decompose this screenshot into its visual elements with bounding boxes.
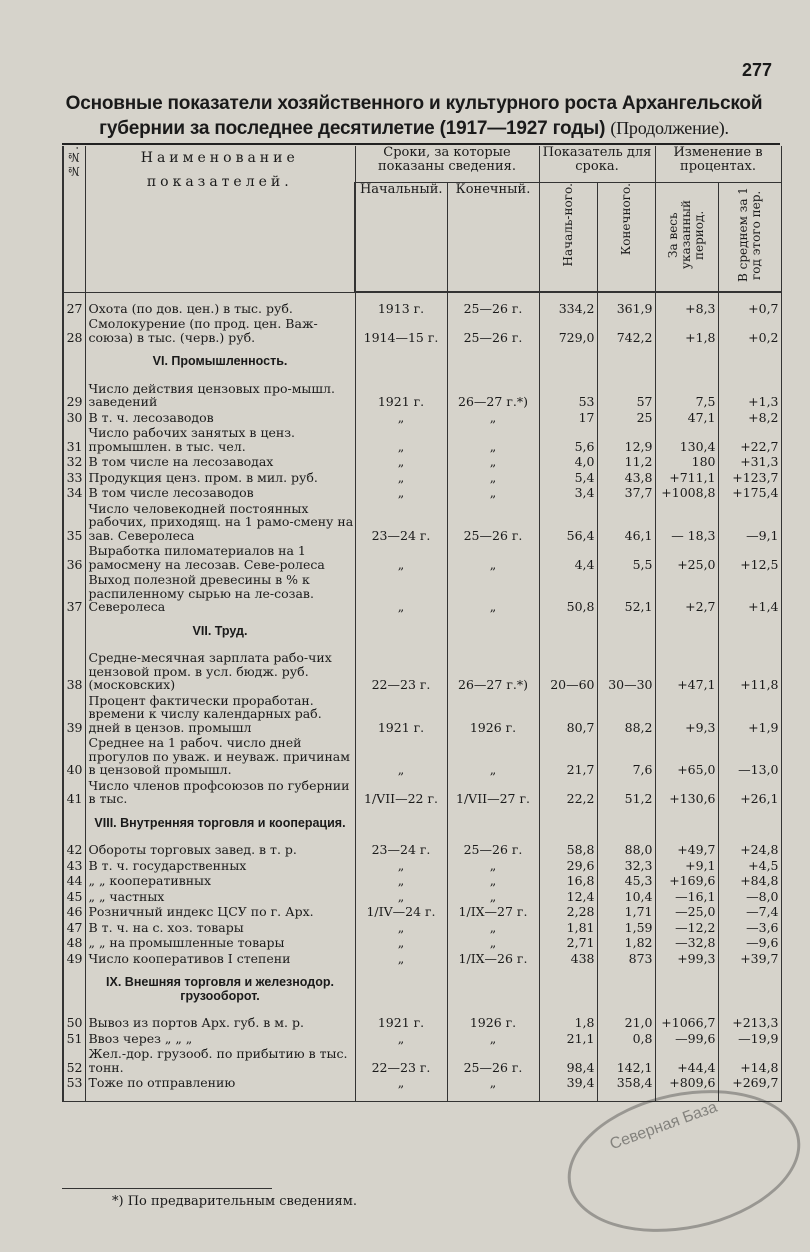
row-end: „ [447,858,539,874]
row-change-avg: +1,9 [718,693,781,736]
statistics-table [62,146,782,1102]
row-change-total: 47,1 [655,410,718,426]
row-change-avg: +14,8 [718,1046,781,1075]
row-end: 25—26 г. [447,501,539,544]
row-end: „ [447,485,539,501]
row-start: „ [355,935,447,951]
row-change-total: +1008,8 [655,485,718,501]
table-cell [355,345,447,381]
row-change-total: —32,8 [655,935,718,951]
header-indicator-group: Показатель для срока. [539,146,655,183]
table-cell [63,345,85,381]
row-change-avg: +0,7 [718,301,781,317]
row-end: „ [447,873,539,889]
table-row [63,1015,781,1031]
row-value-initial: 20—60 [539,650,597,693]
table-cell [597,966,655,1015]
row-value-final: 30—30 [597,650,655,693]
row-value-initial: 2,71 [539,935,597,951]
row-change-total: +9,3 [655,693,718,736]
row-number: 52 [63,1046,85,1075]
table-row [63,951,781,967]
header-ind-initial: Началь-ного. [539,183,597,293]
row-change-total: +8,3 [655,301,718,317]
table-cell [63,966,85,1015]
header-final: Конечный. [447,183,539,293]
row-name: Продукция ценз. пром. в мил. руб. [85,470,355,486]
section-row [63,807,781,843]
page-title [40,92,788,141]
row-change-avg: +12,5 [718,543,781,572]
row-value-final: 46,1 [597,501,655,544]
row-end: „ [447,425,539,454]
table-cell [539,807,597,843]
section-title: VIII. Внутренняя торговля и кооперация. [85,807,355,843]
row-start: 1/VII—22 г. [355,778,447,807]
row-value-initial: 98,4 [539,1046,597,1075]
row-end: 25—26 г. [447,316,539,345]
row-change-avg: +39,7 [718,951,781,967]
table-row [63,920,781,936]
section-row [63,966,781,1015]
title-continuation: (Продолжение). [610,118,729,138]
table-cell [63,807,85,843]
row-start: „ [355,543,447,572]
row-start: „ [355,920,447,936]
row-change-avg: —9,1 [718,501,781,544]
row-value-final: 88,0 [597,842,655,858]
row-value-initial: 21,1 [539,1031,597,1047]
table-row [63,454,781,470]
row-name: „ „ кооперативных [85,873,355,889]
row-end: „ [447,454,539,470]
table-cell [655,966,718,1015]
row-number: 38 [63,650,85,693]
row-end: 26—27 г.*) [447,381,539,410]
section-row [63,615,781,651]
table-cell [655,807,718,843]
row-start: „ [355,1075,447,1091]
table-cell [447,807,539,843]
row-change-avg: +26,1 [718,778,781,807]
row-change-total: +9,1 [655,858,718,874]
header-ind-final: Конечного. [597,183,655,293]
title-main: Основные показатели хозяйственного и культурного роста Архангельской губернии за последнее десятилетие (1917—1927 годы) [65,93,763,139]
table-cell [539,615,597,651]
section-title: VI. Промышленность. [85,345,355,381]
row-value-initial: 16,8 [539,873,597,889]
row-change-avg: +4,5 [718,858,781,874]
row-start: „ [355,470,447,486]
row-start: „ [355,889,447,905]
row-change-avg: —9,6 [718,935,781,951]
row-number: 27 [63,301,85,317]
row-change-avg: +1,4 [718,572,781,615]
row-change-total: —99,6 [655,1031,718,1047]
row-name: Тоже по отправлению [85,1075,355,1091]
row-name: Выход полезной древесины в % к распиленному сырью на ле-созав. Северолеса [85,572,355,615]
row-end: „ [447,889,539,905]
table-body [63,292,781,1101]
table-cell [539,966,597,1015]
row-number: 41 [63,778,85,807]
section-title: IX. Внешняя торговля и железнодор. грузооборот. [85,966,355,1015]
row-value-final: 361,9 [597,301,655,317]
row-number: 39 [63,693,85,736]
row-name: Число рабочих занятых в ценз. промышлен. в тыс. чел. [85,425,355,454]
row-value-initial: 334,2 [539,301,597,317]
row-change-avg: +31,3 [718,454,781,470]
row-name: Число человекодней постоянных рабочих, приходящ. на 1 рамо-смену на зав. Северолеса [85,501,355,544]
row-name: Вывоз из портов Арх. губ. в м. р. [85,1015,355,1031]
table-cell [718,615,781,651]
table-cell [597,345,655,381]
row-value-initial: 5,4 [539,470,597,486]
row-change-total: — 18,3 [655,501,718,544]
row-value-initial: 80,7 [539,693,597,736]
row-start: 1921 г. [355,1015,447,1031]
table-row [63,873,781,889]
row-end: „ [447,572,539,615]
table-cell [718,807,781,843]
row-change-total: +2,7 [655,572,718,615]
table-row [63,572,781,615]
row-change-total: +130,6 [655,778,718,807]
row-start: „ [355,485,447,501]
row-start: „ [355,410,447,426]
row-change-total: 7,5 [655,381,718,410]
table-cell [597,615,655,651]
row-end: 26—27 г.*) [447,650,539,693]
header-change-avg: В среднем за 1 год этого пер. [718,183,781,293]
row-change-total: +711,1 [655,470,718,486]
row-change-avg: —7,4 [718,904,781,920]
row-start: 23—24 г. [355,501,447,544]
row-value-final: 10,4 [597,889,655,905]
table-row [63,842,781,858]
row-name: „ „ частных [85,889,355,905]
row-start: 1/IV—24 г. [355,904,447,920]
table-row [63,485,781,501]
row-name: Обороты торговых завед. в т. р. [85,842,355,858]
row-value-final: 21,0 [597,1015,655,1031]
row-end: 1926 г. [447,693,539,736]
row-value-initial: 12,4 [539,889,597,905]
row-value-final: 88,2 [597,693,655,736]
row-start: 1913 г. [355,301,447,317]
row-value-initial: 5,6 [539,425,597,454]
table-row [63,693,781,736]
row-name: В т. ч. государственных [85,858,355,874]
row-number: 48 [63,935,85,951]
table-cell [447,345,539,381]
row-change-total: —16,1 [655,889,718,905]
row-change-avg: +1,3 [718,381,781,410]
header-terms-group: Сроки, за которые показаны сведения. [355,146,539,183]
table-row [63,1075,781,1091]
table-row [63,425,781,454]
row-value-initial: 22,2 [539,778,597,807]
row-end: „ [447,410,539,426]
row-change-avg: +22,7 [718,425,781,454]
row-name: В т. ч. лесозаводов [85,410,355,426]
row-name: Средне-месячная зарплата рабо-чих цензовой пром. в усл. бюдж. руб. (московских) [85,650,355,693]
row-value-initial: 1,8 [539,1015,597,1031]
table-row [63,935,781,951]
row-change-avg: +24,8 [718,842,781,858]
table-cell [355,966,447,1015]
table-row [63,889,781,905]
table-cell [355,615,447,651]
row-value-final: 51,2 [597,778,655,807]
row-end: „ [447,470,539,486]
row-value-initial: 58,8 [539,842,597,858]
row-value-final: 742,2 [597,316,655,345]
row-name: „ „ на промышленные товары [85,935,355,951]
table-row [63,1046,781,1075]
row-name: Среднее на 1 рабоч. число дней прогулов по уваж. и неуваж. причинам в цензовой промышл. [85,735,355,778]
row-end: „ [447,935,539,951]
row-start: 22—23 г. [355,1046,447,1075]
row-value-final: 25 [597,410,655,426]
row-value-final: 1,82 [597,935,655,951]
row-number: 53 [63,1075,85,1091]
row-end: „ [447,1075,539,1091]
row-start: „ [355,951,447,967]
table-row [63,778,781,807]
table-cell [655,345,718,381]
table-cell [63,615,85,651]
row-number: 33 [63,470,85,486]
row-number: 45 [63,889,85,905]
row-change-avg: +84,8 [718,873,781,889]
row-change-total: +47,1 [655,650,718,693]
row-value-initial: 17 [539,410,597,426]
row-start: 22—23 г. [355,650,447,693]
row-change-total: +44,4 [655,1046,718,1075]
row-number: 29 [63,381,85,410]
row-start: „ [355,858,447,874]
row-number: 31 [63,425,85,454]
row-start: „ [355,572,447,615]
table-row [63,501,781,544]
row-value-final: 52,1 [597,572,655,615]
row-end: 25—26 г. [447,301,539,317]
row-value-initial: 1,81 [539,920,597,936]
row-number: 42 [63,842,85,858]
row-end: „ [447,1031,539,1047]
row-name: Жел.-дор. грузооб. по прибытию в тыс. тонн. [85,1046,355,1075]
row-change-avg: +11,8 [718,650,781,693]
row-value-final: 43,8 [597,470,655,486]
row-value-initial: 4,0 [539,454,597,470]
row-number: 46 [63,904,85,920]
row-number: 47 [63,920,85,936]
footnote: *) По предварительным сведениям. [112,1194,357,1209]
header-name: Наименование показателей. [85,146,355,292]
footnote-rule [62,1188,272,1189]
row-change-avg: +8,2 [718,410,781,426]
row-number: 32 [63,454,85,470]
row-change-total: +25,0 [655,543,718,572]
row-name: В том числе лесозаводов [85,485,355,501]
row-value-final: 5,5 [597,543,655,572]
row-number: 35 [63,501,85,544]
row-change-total: +49,7 [655,842,718,858]
row-number: 43 [63,858,85,874]
header-no: №№. [63,146,85,292]
row-change-total: +809,6 [655,1075,718,1091]
row-value-initial: 729,0 [539,316,597,345]
row-value-final: 142,1 [597,1046,655,1075]
page-number: 277 [742,60,773,80]
row-value-initial: 2,28 [539,904,597,920]
table-row [63,316,781,345]
row-end: 1926 г. [447,1015,539,1031]
row-number: 30 [63,410,85,426]
row-change-total: +1,8 [655,316,718,345]
table-cell [447,966,539,1015]
table-cell [718,966,781,1015]
row-start: „ [355,425,447,454]
table-row [63,410,781,426]
row-value-final: 873 [597,951,655,967]
row-value-final: 7,6 [597,735,655,778]
row-change-avg: —3,6 [718,920,781,936]
row-end: 25—26 г. [447,1046,539,1075]
row-change-total: +169,6 [655,873,718,889]
section-row [63,345,781,381]
row-value-final: 1,59 [597,920,655,936]
row-start: „ [355,735,447,778]
table-cell [539,345,597,381]
row-name: Охота (по дов. цен.) в тыс. руб. [85,301,355,317]
table-row [63,301,781,317]
row-change-total: +99,3 [655,951,718,967]
row-change-avg: +269,7 [718,1075,781,1091]
row-number: 51 [63,1031,85,1047]
table-row [63,735,781,778]
row-value-final: 1,71 [597,904,655,920]
table-row [63,543,781,572]
row-start: „ [355,1031,447,1047]
row-change-avg: —19,9 [718,1031,781,1047]
row-name: Ввоз через „ „ „ [85,1031,355,1047]
row-number: 40 [63,735,85,778]
row-value-initial: 39,4 [539,1075,597,1091]
row-number: 37 [63,572,85,615]
table-row [63,650,781,693]
stamp-text: Северная База [607,1098,720,1154]
row-value-initial: 438 [539,951,597,967]
row-number: 49 [63,951,85,967]
row-number: 44 [63,873,85,889]
row-value-initial: 3,4 [539,485,597,501]
row-start: 1921 г. [355,693,447,736]
row-name: Смолокурение (по прод. цен. Важ-союза) в тыс. (черв.) руб. [85,316,355,345]
table-row [63,1031,781,1047]
row-name: Розничный индекс ЦСУ по г. Арх. [85,904,355,920]
table-cell [718,345,781,381]
row-name: Число действия цензовых про-мышл. заведений [85,381,355,410]
row-name: Число членов профсоюзов по губернии в тыс. [85,778,355,807]
row-value-initial: 56,4 [539,501,597,544]
row-value-final: 11,2 [597,454,655,470]
row-change-avg: +0,2 [718,316,781,345]
row-value-initial: 29,6 [539,858,597,874]
row-value-initial: 4,4 [539,543,597,572]
row-end: 1/IX—26 г. [447,951,539,967]
row-name: Число кооперативов I степени [85,951,355,967]
header-initial: Начальный. [355,183,447,293]
row-number: 34 [63,485,85,501]
row-end: 1/IX—27 г. [447,904,539,920]
row-change-avg: —13,0 [718,735,781,778]
row-change-total: +65,0 [655,735,718,778]
row-name: Выработка пиломатериалов на 1 рамосмену на лесозав. Севе-ролеса [85,543,355,572]
table-row [63,858,781,874]
row-name: В том числе на лесозаводах [85,454,355,470]
row-change-avg: +213,3 [718,1015,781,1031]
row-value-initial: 50,8 [539,572,597,615]
table-row [63,904,781,920]
header-change-group: Изменение в процентах. [655,146,781,183]
table-row [63,470,781,486]
row-value-final: 0,8 [597,1031,655,1047]
row-change-total: —25,0 [655,904,718,920]
row-value-final: 45,3 [597,873,655,889]
row-name: В т. ч. на с. хоз. товары [85,920,355,936]
row-end: 25—26 г. [447,842,539,858]
row-change-avg: —8,0 [718,889,781,905]
row-start: „ [355,873,447,889]
row-start: 23—24 г. [355,842,447,858]
row-value-initial: 53 [539,381,597,410]
row-end: „ [447,920,539,936]
row-end: „ [447,735,539,778]
row-start: 1914—15 г. [355,316,447,345]
row-start: 1921 г. [355,381,447,410]
row-value-final: 358,4 [597,1075,655,1091]
row-value-final: 37,7 [597,485,655,501]
row-change-total: 180 [655,454,718,470]
row-change-total: 130,4 [655,425,718,454]
row-number: 28 [63,316,85,345]
row-value-final: 12,9 [597,425,655,454]
row-name: Процент фактически проработан. времени к числу календарных раб. дней в цензов. промышл [85,693,355,736]
row-change-total: —12,2 [655,920,718,936]
table-cell [355,807,447,843]
row-change-avg: +175,4 [718,485,781,501]
row-value-final: 57 [597,381,655,410]
row-change-total: +1066,7 [655,1015,718,1031]
row-number: 50 [63,1015,85,1031]
row-end: „ [447,543,539,572]
table-cell [447,615,539,651]
header-change-total: За весь указанный период. [655,183,718,293]
row-value-initial: 21,7 [539,735,597,778]
row-value-final: 32,3 [597,858,655,874]
table-row [63,381,781,410]
row-end: 1/VII—27 г. [447,778,539,807]
row-change-avg: +123,7 [718,470,781,486]
row-start: „ [355,454,447,470]
table-cell [655,615,718,651]
row-number: 36 [63,543,85,572]
table-cell [597,807,655,843]
section-title: VII. Труд. [85,615,355,651]
